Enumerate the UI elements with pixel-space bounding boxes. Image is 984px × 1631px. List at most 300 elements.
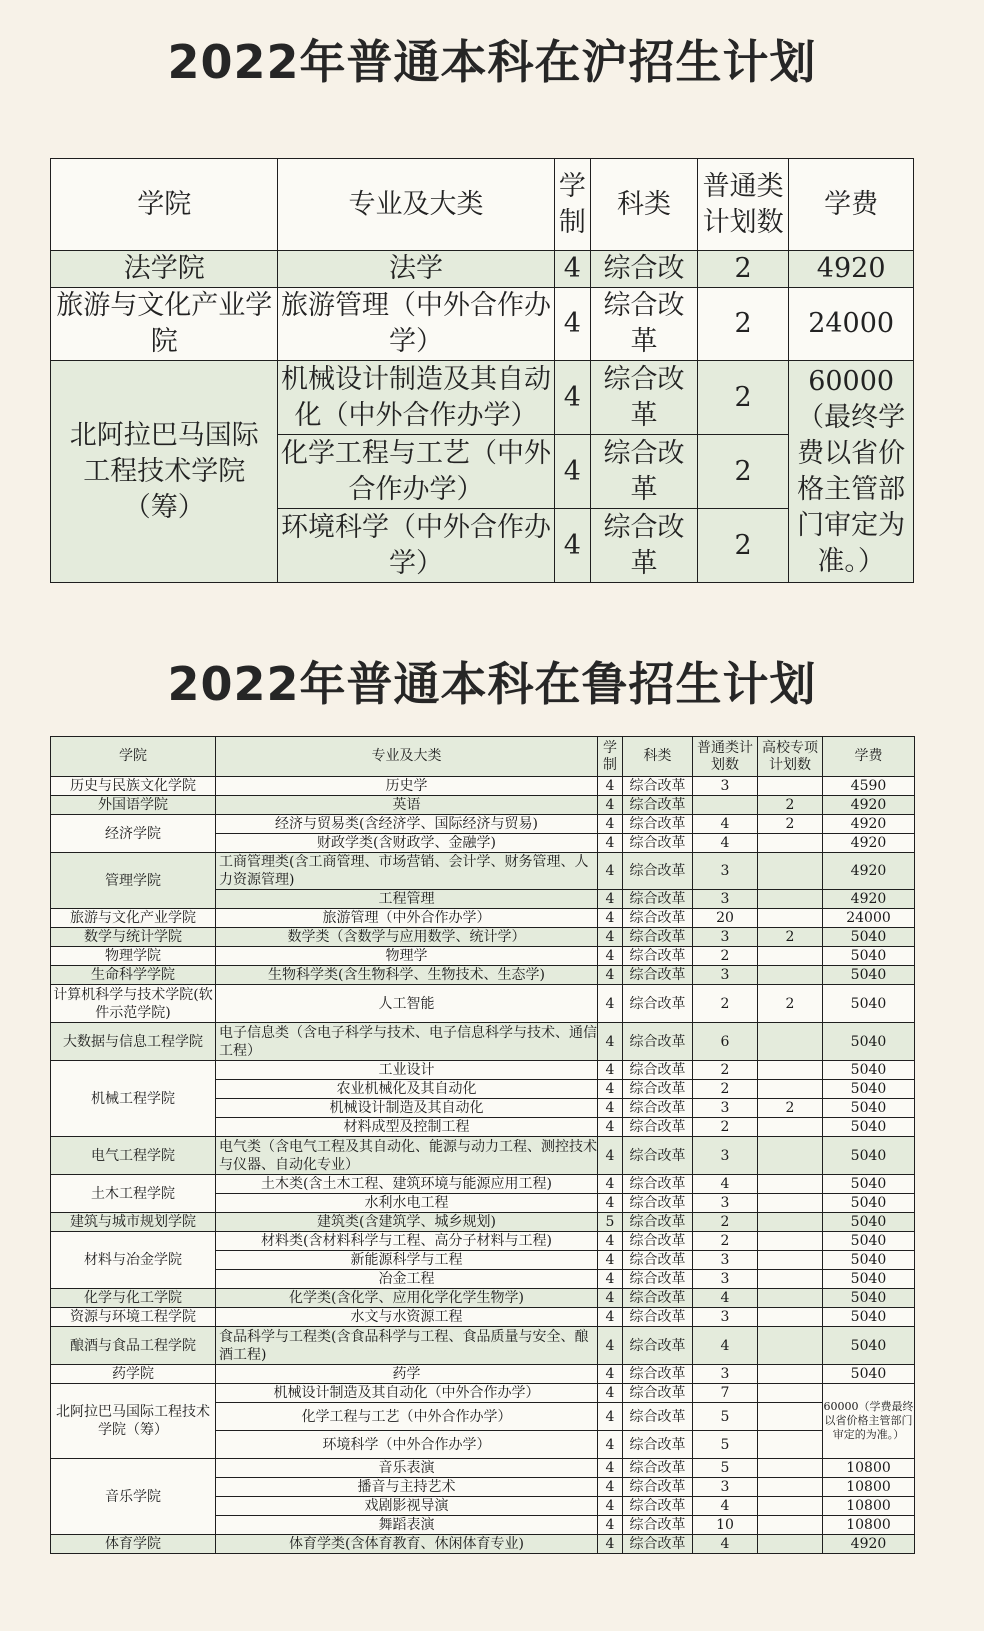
cell-plan: 2 [697, 251, 788, 288]
cell-special [758, 1535, 823, 1554]
cell-college: 物理学院 [51, 947, 216, 966]
cell-major: 环境科学（中外合作办学） [278, 509, 554, 583]
cell-college: 北阿拉巴马国际工程技术学院（筹） [51, 1384, 216, 1459]
cell-fee: 5040 [823, 1118, 915, 1137]
cell-type: 综合改革 [623, 1327, 693, 1365]
cell-plan: 2 [697, 509, 788, 583]
cell-special [758, 1251, 823, 1270]
cell-special [758, 777, 823, 796]
cell-type: 综合改 [591, 251, 698, 288]
cell-years: 4 [554, 251, 590, 288]
header-major: 专业及大类 [216, 737, 598, 777]
header-plan: 普通类计划数 [697, 159, 788, 251]
cell-years: 4 [598, 1459, 623, 1478]
cell-type: 综合改革 [623, 1061, 693, 1080]
header-plan: 普通类计划数 [693, 737, 758, 777]
cell-special [758, 1118, 823, 1137]
cell-college: 旅游与文化产业学院 [51, 288, 278, 361]
cell-special [758, 1270, 823, 1289]
cell-type: 综合改革 [623, 815, 693, 834]
cell-type: 综合改革 [623, 796, 693, 815]
cell-major: 机械设计制造及其自动化 [216, 1099, 598, 1118]
cell-special: 2 [758, 1099, 823, 1118]
cell-college: 酿酒与食品工程学院 [51, 1327, 216, 1365]
cell-years: 4 [598, 1137, 623, 1175]
cell-fee: 4590 [823, 777, 915, 796]
cell-fee: 10800 [823, 1459, 915, 1478]
cell-type: 综合改革 [623, 1459, 693, 1478]
cell-type: 综合改革 [591, 509, 698, 583]
cell-plan: 4 [693, 1497, 758, 1516]
cell-special [758, 1308, 823, 1327]
table-row [51, 1061, 915, 1080]
cell-years: 4 [598, 1270, 623, 1289]
cell-fee: 4920 [823, 815, 915, 834]
cell-special: 2 [758, 815, 823, 834]
cell-type: 综合改革 [623, 890, 693, 909]
cell-plan: 2 [697, 361, 788, 435]
cell-plan: 7 [693, 1384, 758, 1403]
cell-major: 环境科学（中外合作办学） [216, 1431, 598, 1459]
cell-type: 综合改革 [623, 947, 693, 966]
cell-type: 综合改革 [591, 288, 698, 361]
table-row [51, 796, 915, 815]
header-fee: 学费 [789, 159, 914, 251]
cell-fee: 5040 [823, 985, 915, 1023]
cell-years: 4 [598, 890, 623, 909]
table-row [51, 1213, 915, 1232]
cell-major: 生物科学类(含生物科学、生物技术、生态学) [216, 966, 598, 985]
cell-college: 外国语学院 [51, 796, 216, 815]
cell-special [758, 1194, 823, 1213]
cell-special [758, 966, 823, 985]
cell-special [758, 1459, 823, 1478]
cell-plan: 4 [693, 1535, 758, 1554]
cell-fee: 5040 [823, 966, 915, 985]
cell-plan: 5 [693, 1431, 758, 1459]
cell-plan: 3 [693, 1099, 758, 1118]
cell-plan: 2 [693, 947, 758, 966]
cell-type: 综合改革 [623, 928, 693, 947]
cell-major: 旅游管理（中外合作办学） [216, 909, 598, 928]
cell-fee: 5040 [823, 1327, 915, 1365]
cell-major: 化学工程与工艺（中外合作办学） [216, 1403, 598, 1431]
cell-years: 4 [598, 834, 623, 853]
cell-major: 人工智能 [216, 985, 598, 1023]
cell-college: 体育学院 [51, 1535, 216, 1554]
cell-major: 食品科学与工程类(含食品科学与工程、食品质量与安全、酿酒工程) [216, 1327, 598, 1365]
cell-major: 材料类(含材料科学与工程、高分子材料与工程) [216, 1232, 598, 1251]
cell-major: 电气类（含电气工程及其自动化、能源与动力工程、测控技术与仪器、自动化专业） [216, 1137, 598, 1175]
cell-fee: 5040 [823, 1213, 915, 1232]
cell-fee: 60000（学费最终以省价格主管部门审定的为准。） [823, 1384, 915, 1459]
cell-years: 4 [598, 1516, 623, 1535]
cell-type: 综合改革 [623, 1308, 693, 1327]
table-row [51, 1289, 915, 1308]
cell-years: 4 [598, 928, 623, 947]
cell-major: 水利水电工程 [216, 1194, 598, 1213]
cell-type: 综合改革 [623, 1232, 693, 1251]
cell-fee: 5040 [823, 1061, 915, 1080]
cell-fee: 4920 [823, 834, 915, 853]
table-row [51, 1175, 915, 1194]
cell-fee: 24000 [823, 909, 915, 928]
cell-years: 4 [598, 1327, 623, 1365]
cell-plan: 2 [693, 1213, 758, 1232]
cell-special [758, 1023, 823, 1061]
cell-major: 戏剧影视导演 [216, 1497, 598, 1516]
header-years: 学制 [554, 159, 590, 251]
cell-type: 综合改革 [591, 361, 698, 435]
cell-major: 电子信息类（含电子科学与技术、电子信息科学与技术、通信工程） [216, 1023, 598, 1061]
cell-plan: 4 [693, 834, 758, 853]
cell-fee: 5040 [823, 1232, 915, 1251]
cell-fee: 10800 [823, 1478, 915, 1497]
table-row [51, 966, 915, 985]
cell-years: 4 [554, 435, 590, 509]
cell-special [758, 909, 823, 928]
cell-type: 综合改革 [623, 1516, 693, 1535]
cell-plan: 10 [693, 1516, 758, 1535]
table-row [51, 1023, 915, 1061]
cell-major: 工程管理 [216, 890, 598, 909]
cell-special [758, 890, 823, 909]
cell-fee: 4920 [823, 853, 915, 890]
cell-special [758, 1175, 823, 1194]
table-row [51, 985, 915, 1023]
cell-special [758, 1431, 823, 1459]
cell-years: 5 [598, 1213, 623, 1232]
cell-special [758, 1478, 823, 1497]
cell-years: 4 [598, 985, 623, 1023]
table-row [51, 361, 914, 435]
cell-plan: 4 [693, 1289, 758, 1308]
cell-college: 材料与冶金学院 [51, 1232, 216, 1289]
cell-major: 水文与水资源工程 [216, 1308, 598, 1327]
cell-college: 化学与化工学院 [51, 1289, 216, 1308]
cell-special [758, 1403, 823, 1431]
cell-fee: 5040 [823, 1270, 915, 1289]
cell-plan: 4 [693, 1327, 758, 1365]
cell-major: 机械设计制造及其自动化（中外合作办学） [216, 1384, 598, 1403]
cell-fee: 4920 [823, 1535, 915, 1554]
cell-plan: 3 [693, 1270, 758, 1289]
cell-type: 综合改革 [623, 1289, 693, 1308]
cell-major: 药学 [216, 1365, 598, 1384]
cell-college: 生命科学学院 [51, 966, 216, 985]
cell-fee: 10800 [823, 1497, 915, 1516]
cell-fee: 5040 [823, 1099, 915, 1118]
cell-college: 经济学院 [51, 815, 216, 853]
cell-years: 4 [598, 777, 623, 796]
cell-type: 综合改革 [623, 853, 693, 890]
cell-type: 综合改革 [623, 1099, 693, 1118]
shandong-plan-table [50, 736, 915, 1554]
cell-type: 综合改革 [623, 834, 693, 853]
cell-fee: 5040 [823, 1289, 915, 1308]
cell-plan: 4 [693, 1175, 758, 1194]
cell-fee: 5040 [823, 1365, 915, 1384]
cell-college: 机械工程学院 [51, 1061, 216, 1137]
table-row [51, 928, 915, 947]
cell-major: 法学 [278, 251, 554, 288]
cell-years: 4 [598, 1535, 623, 1554]
table-row [51, 909, 915, 928]
cell-special [758, 1327, 823, 1365]
cell-type: 综合改革 [623, 1118, 693, 1137]
table-row [51, 1384, 915, 1403]
cell-major: 冶金工程 [216, 1270, 598, 1289]
cell-special [758, 1232, 823, 1251]
cell-major: 历史学 [216, 777, 598, 796]
cell-plan: 2 [693, 985, 758, 1023]
table-row [51, 1327, 915, 1365]
cell-major: 工业设计 [216, 1061, 598, 1080]
cell-plan: 3 [693, 966, 758, 985]
table-header-row [51, 159, 914, 251]
cell-major: 音乐表演 [216, 1459, 598, 1478]
cell-type: 综合改革 [623, 1270, 693, 1289]
header-special: 高校专项计划数 [758, 737, 823, 777]
cell-college: 历史与民族文化学院 [51, 777, 216, 796]
cell-special [758, 1137, 823, 1175]
cell-type: 综合改革 [623, 1137, 693, 1175]
cell-major: 化学工程与工艺（中外合作办学） [278, 435, 554, 509]
cell-major: 体育学类(含体育教育、休闲体育专业) [216, 1535, 598, 1554]
table-row [51, 1535, 915, 1554]
cell-plan: 5 [693, 1403, 758, 1431]
table-row [51, 947, 915, 966]
cell-fee: 60000（最终学费以省价格主管部门审定为准。） [789, 361, 914, 583]
cell-major: 新能源科学与工程 [216, 1251, 598, 1270]
table-row [51, 251, 914, 288]
cell-special [758, 1384, 823, 1403]
header-type: 科类 [623, 737, 693, 777]
cell-years: 4 [598, 796, 623, 815]
cell-plan: 3 [693, 1365, 758, 1384]
cell-type: 综合改革 [623, 1478, 693, 1497]
cell-years: 4 [598, 853, 623, 890]
cell-major: 旅游管理（中外合作办学） [278, 288, 554, 361]
cell-major: 工商管理类(含工商管理、市场营销、会计学、财务管理、人力资源管理) [216, 853, 598, 890]
cell-college: 土木工程学院 [51, 1175, 216, 1213]
cell-major: 化学类(含化学、应用化学化学生物学) [216, 1289, 598, 1308]
cell-special [758, 834, 823, 853]
cell-type: 综合改革 [623, 1497, 693, 1516]
cell-years: 4 [598, 1431, 623, 1459]
header-type: 科类 [591, 159, 698, 251]
cell-special [758, 1080, 823, 1099]
cell-fee: 5040 [823, 1194, 915, 1213]
cell-special [758, 1497, 823, 1516]
cell-type: 综合改革 [623, 777, 693, 796]
cell-fee: 5040 [823, 947, 915, 966]
table-row [51, 288, 914, 361]
cell-plan: 2 [693, 1061, 758, 1080]
cell-college: 资源与环境工程学院 [51, 1308, 216, 1327]
cell-plan: 3 [693, 1308, 758, 1327]
cell-major: 农业机械化及其自动化 [216, 1080, 598, 1099]
cell-special [758, 1213, 823, 1232]
cell-plan [693, 796, 758, 815]
cell-special [758, 853, 823, 890]
cell-type: 综合改革 [623, 1365, 693, 1384]
cell-years: 4 [598, 1497, 623, 1516]
table-row [51, 815, 915, 834]
cell-college: 法学院 [51, 251, 278, 288]
cell-special [758, 947, 823, 966]
table-row [51, 1137, 915, 1175]
cell-type: 综合改革 [623, 1384, 693, 1403]
cell-plan: 3 [693, 1478, 758, 1497]
cell-type: 综合改革 [623, 985, 693, 1023]
cell-years: 4 [554, 288, 590, 361]
table-row [51, 1308, 915, 1327]
cell-college: 旅游与文化产业学院 [51, 909, 216, 928]
cell-special [758, 1516, 823, 1535]
cell-major: 舞蹈表演 [216, 1516, 598, 1535]
cell-plan: 2 [693, 1118, 758, 1137]
cell-major: 机械设计制造及其自动化（中外合作办学） [278, 361, 554, 435]
cell-college: 音乐学院 [51, 1459, 216, 1535]
cell-plan: 3 [693, 777, 758, 796]
page-title-shandong: 2022年普通本科在鲁招生计划 [167, 657, 817, 711]
cell-years: 4 [598, 947, 623, 966]
header-college: 学院 [51, 737, 216, 777]
cell-plan: 3 [693, 1194, 758, 1213]
cell-college: 数学与统计学院 [51, 928, 216, 947]
cell-years: 4 [598, 1308, 623, 1327]
table-row [51, 1365, 915, 1384]
cell-fee: 4920 [823, 796, 915, 815]
table-row [51, 1459, 915, 1478]
cell-type: 综合改革 [623, 1535, 693, 1554]
header-major: 专业及大类 [278, 159, 554, 251]
cell-years: 4 [598, 1403, 623, 1431]
cell-years: 4 [598, 1118, 623, 1137]
cell-years: 4 [598, 909, 623, 928]
cell-fee: 5040 [823, 1175, 915, 1194]
cell-plan: 3 [693, 1251, 758, 1270]
cell-major: 英语 [216, 796, 598, 815]
cell-major: 播音与主持艺术 [216, 1478, 598, 1497]
header-years: 学制 [598, 737, 623, 777]
cell-years: 4 [598, 1080, 623, 1099]
cell-plan: 2 [693, 1080, 758, 1099]
cell-type: 综合改革 [591, 435, 698, 509]
cell-college: 药学院 [51, 1365, 216, 1384]
cell-special: 2 [758, 796, 823, 815]
cell-major: 财政学类(含财政学、金融学) [216, 834, 598, 853]
table-row [51, 853, 915, 890]
cell-fee: 5040 [823, 1308, 915, 1327]
cell-major: 经济与贸易类(含经济学、国际经济与贸易) [216, 815, 598, 834]
cell-college: 建筑与城市规划学院 [51, 1213, 216, 1232]
cell-major: 物理学 [216, 947, 598, 966]
cell-plan: 2 [693, 1232, 758, 1251]
header-college: 学院 [51, 159, 278, 251]
cell-college: 管理学院 [51, 853, 216, 909]
cell-years: 4 [598, 1289, 623, 1308]
page-title-shanghai: 2022年普通本科在沪招生计划 [167, 35, 817, 89]
cell-plan: 5 [693, 1459, 758, 1478]
cell-years: 4 [598, 1232, 623, 1251]
cell-fee: 5040 [823, 1251, 915, 1270]
cell-plan: 2 [697, 288, 788, 361]
cell-years: 4 [598, 1175, 623, 1194]
table-row [51, 1232, 915, 1251]
cell-years: 4 [598, 1384, 623, 1403]
cell-plan: 2 [697, 435, 788, 509]
cell-years: 4 [554, 361, 590, 435]
cell-years: 4 [598, 1061, 623, 1080]
cell-years: 4 [598, 1194, 623, 1213]
cell-type: 综合改革 [623, 1251, 693, 1270]
cell-college: 大数据与信息工程学院 [51, 1023, 216, 1061]
cell-plan: 3 [693, 1137, 758, 1175]
cell-type: 综合改革 [623, 1431, 693, 1459]
cell-type: 综合改革 [623, 1403, 693, 1431]
cell-years: 4 [598, 966, 623, 985]
table-row [51, 777, 915, 796]
cell-years: 4 [598, 1251, 623, 1270]
cell-type: 综合改革 [623, 1080, 693, 1099]
cell-type: 综合改革 [623, 1175, 693, 1194]
cell-type: 综合改革 [623, 1194, 693, 1213]
cell-type: 综合改革 [623, 909, 693, 928]
cell-major: 数学类（含数学与应用数学、统计学） [216, 928, 598, 947]
cell-fee: 5040 [823, 928, 915, 947]
cell-fee: 4920 [789, 251, 914, 288]
cell-college: 计算机科学与技术学院(软件示范学院) [51, 985, 216, 1023]
cell-major: 土木类(含土木工程、建筑环境与能源应用工程) [216, 1175, 598, 1194]
cell-years: 4 [598, 1478, 623, 1497]
cell-years: 4 [598, 815, 623, 834]
cell-years: 4 [598, 1023, 623, 1061]
cell-special [758, 1365, 823, 1384]
cell-college: 电气工程学院 [51, 1137, 216, 1175]
shanghai-plan-table [50, 158, 914, 583]
cell-plan: 6 [693, 1023, 758, 1061]
cell-fee: 4920 [823, 890, 915, 909]
cell-type: 综合改革 [623, 1213, 693, 1232]
cell-fee: 24000 [789, 288, 914, 361]
cell-special: 2 [758, 928, 823, 947]
cell-years: 4 [554, 509, 590, 583]
cell-fee: 5040 [823, 1080, 915, 1099]
cell-type: 综合改革 [623, 966, 693, 985]
cell-special [758, 1289, 823, 1308]
cell-fee: 5040 [823, 1023, 915, 1061]
cell-plan: 4 [693, 815, 758, 834]
cell-plan: 20 [693, 909, 758, 928]
cell-college: 北阿拉巴马国际工程技术学院（筹） [51, 361, 278, 583]
cell-fee: 10800 [823, 1516, 915, 1535]
table-header-row [51, 737, 915, 777]
cell-special [758, 1061, 823, 1080]
cell-fee: 5040 [823, 1137, 915, 1175]
cell-years: 4 [598, 1099, 623, 1118]
cell-plan: 3 [693, 928, 758, 947]
cell-major: 建筑类(含建筑学、城乡规划) [216, 1213, 598, 1232]
cell-type: 综合改革 [623, 1023, 693, 1061]
header-fee: 学费 [823, 737, 915, 777]
cell-major: 材料成型及控制工程 [216, 1118, 598, 1137]
cell-special: 2 [758, 985, 823, 1023]
cell-plan: 3 [693, 890, 758, 909]
cell-plan: 3 [693, 853, 758, 890]
cell-years: 4 [598, 1365, 623, 1384]
